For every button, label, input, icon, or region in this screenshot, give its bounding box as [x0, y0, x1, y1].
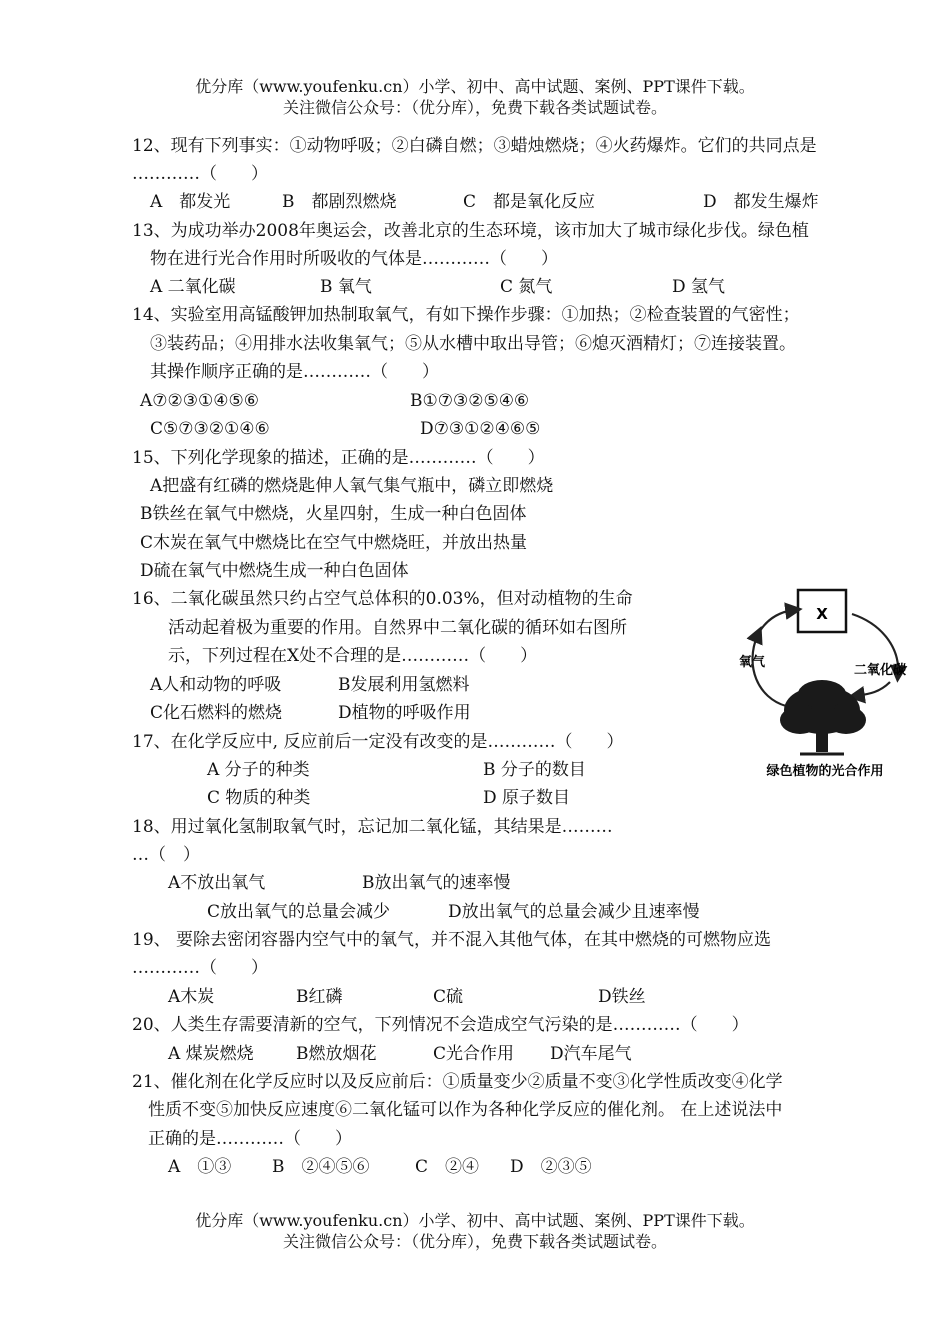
question-12-option-a: A 都发光 — [150, 192, 231, 212]
question-21-option-c: C ②④ — [415, 1157, 480, 1177]
question-20-option-d: D汽车尾气 — [550, 1044, 632, 1064]
question-19-stem-2: …………（ ） — [132, 958, 268, 978]
tree-icon — [780, 680, 866, 754]
question-21-stem-2: 性质不变⑤加快反应速度⑥二氧化锰可以作为各种化学反应的催化剂。 在上述说法中 — [148, 1100, 783, 1120]
question-13-stem-1: 13、为成功举办2008年奥运会，改善北京的生态环境，该市加大了城市绿化步伐。绿色植 — [132, 221, 809, 241]
question-12-option-d: D 都发生爆炸 — [703, 192, 819, 212]
question-18-option-b: B放出氧气的速率慢 — [362, 873, 511, 893]
question-16-stem-3: 示，下列过程在X处不合理的是…………（ ） — [168, 646, 538, 666]
question-17-option-c: C 物质的种类 — [207, 788, 311, 808]
co2-label: 二氧化碳 — [853, 663, 907, 678]
question-12-option-b: B 都剧烈燃烧 — [282, 192, 397, 212]
question-14-option-b: B①⑦③②⑤④⑥ — [410, 391, 530, 411]
arrow-co2-to-plant — [856, 682, 890, 696]
carbon-cycle-diagram — [730, 582, 920, 787]
question-14-option-d: D⑦③①②④⑥⑤ — [420, 419, 541, 439]
question-14-stem-1: 14、实验室用高锰酸钾加热制取氧气，有如下操作步骤：①加热；②检查装置的气密性； — [132, 305, 800, 325]
question-19-option-c: C硫 — [433, 987, 464, 1007]
question-21-stem-3: 正确的是…………（ ） — [148, 1129, 352, 1149]
question-14-option-c: C⑤⑦③②①④⑥ — [150, 419, 270, 439]
diagram-caption: 绿色植物的光合作用 — [766, 764, 884, 779]
question-17-option-d: D 原子数目 — [483, 788, 571, 808]
header-line-1: 优分库（www.youfenku.cn）小学、初中、高中试题、案例、PPT课件下载。 — [195, 77, 755, 96]
question-21-option-d: D ②③⑤ — [510, 1157, 592, 1177]
question-12-option-c: C 都是氧化反应 — [463, 192, 596, 212]
x-box-label: X — [816, 605, 828, 623]
question-19-option-a: A木炭 — [168, 987, 215, 1007]
question-16-stem-2: 活动起着极为重要的作用。自然界中二氧化碳的循环如右图所 — [168, 618, 627, 638]
footer-line-1: 优分库（www.youfenku.cn）小学、初中、高中试题、案例、PPT课件下载。 — [195, 1211, 755, 1230]
footer-line-2: 关注微信公众号：（优分库），免费下载各类试题试卷。 — [282, 1232, 667, 1251]
question-14-stem-2: ③装药品；④用排水法收集氧气；⑤从水槽中取出导管；⑥熄灭酒精灯；⑦连接装置。 — [150, 334, 796, 354]
question-18-option-c: C放出氧气的总量会减少 — [207, 902, 391, 922]
question-13-option-c: C 氮气 — [500, 277, 553, 297]
question-12-stem-2: …………（ ） — [132, 164, 268, 184]
question-17-stem-1: 17、在化学反应中, 反应前后一定没有改变的是…………（ ） — [132, 732, 624, 752]
question-17-option-b: B 分子的数目 — [483, 760, 586, 780]
question-20-option-c: C光合作用 — [433, 1044, 515, 1064]
question-18-stem-2: …（ ） — [132, 845, 200, 865]
question-12-stem-1: 12、现有下列事实：①动物呼吸；②白磷自燃；③蜡烛燃烧；④火药爆炸。它们的共同点是 — [132, 136, 817, 156]
question-16-option-b: B发展利用氢燃料 — [338, 675, 470, 695]
question-21-option-a: A ①③ — [168, 1157, 232, 1177]
question-19-option-b: B红磷 — [296, 987, 343, 1007]
question-16-option-a: A人和动物的呼吸 — [150, 675, 282, 695]
question-15-option-c: C木炭在氧气中燃烧比在空气中燃烧旺，并放出热量 — [140, 533, 528, 553]
question-13-option-a: A 二氧化碳 — [150, 277, 236, 297]
question-21-option-b: B ②④⑤⑥ — [272, 1157, 370, 1177]
question-15-stem-1: 15、下列化学现象的描述，正确的是…………（ ） — [132, 448, 545, 468]
question-16-option-c: C化石燃料的燃烧 — [150, 703, 283, 723]
question-20-option-b: B燃放烟花 — [296, 1044, 377, 1064]
oxygen-label: 氧气 — [738, 655, 766, 670]
question-14-stem-3: 其操作顺序正确的是…………（ ） — [150, 362, 439, 382]
carbon-cycle-figure — [730, 582, 920, 787]
header-line-2: 关注微信公众号：（优分库），免费下载各类试题试卷。 — [282, 98, 667, 117]
question-20-option-a: A 煤炭燃烧 — [168, 1044, 254, 1064]
arrow-plant-to-oxygen — [753, 634, 786, 706]
arrow-oxygen-to-x — [758, 610, 794, 634]
question-13-option-b: B 氧气 — [320, 277, 372, 297]
question-16-stem-1: 16、二氧化碳虽然只约占空气总体积的0.03%，但对动植物的生命 — [132, 589, 633, 609]
question-15-option-b: B铁丝在氧气中燃烧，火星四射，生成一种白色固体 — [140, 504, 527, 524]
question-13-option-d: D 氢气 — [672, 277, 726, 297]
question-15-option-d: D硫在氧气中燃烧生成一种白色固体 — [140, 561, 409, 581]
question-19-option-d: D铁丝 — [598, 987, 646, 1007]
question-16-option-d: D植物的呼吸作用 — [338, 703, 471, 723]
question-19-stem-1: 19、 要除去密闭容器内空气中的氧气，并不混入其他气体，在其中燃烧的可燃物应选 — [132, 930, 772, 950]
question-21-stem-1: 21、催化剂在化学反应时以及反应前后：①质量变少②质量不变③化学性质改变④化学 — [132, 1072, 783, 1092]
question-18-option-a: A不放出氧气 — [168, 873, 266, 893]
question-18-stem-1: 18、用过氧化氢制取氧气时，忘记加二氧化锰，其结果是……… — [132, 817, 613, 837]
question-13-stem-2: 物在进行光合作用时所吸收的气体是…………（ ） — [150, 249, 558, 269]
question-15-option-a: A把盛有红磷的燃烧匙伸人氧气集气瓶中，磷立即燃烧 — [150, 476, 554, 496]
question-18-option-d: D放出氧气的总量会减少且速率慢 — [448, 902, 700, 922]
question-17-option-a: A 分子的种类 — [207, 760, 310, 780]
question-14-option-a: A⑦②③①④⑤⑥ — [140, 391, 259, 411]
question-20-stem-1: 20、人类生存需要清新的空气，下列情况不会造成空气污染的是…………（ ） — [132, 1015, 749, 1035]
